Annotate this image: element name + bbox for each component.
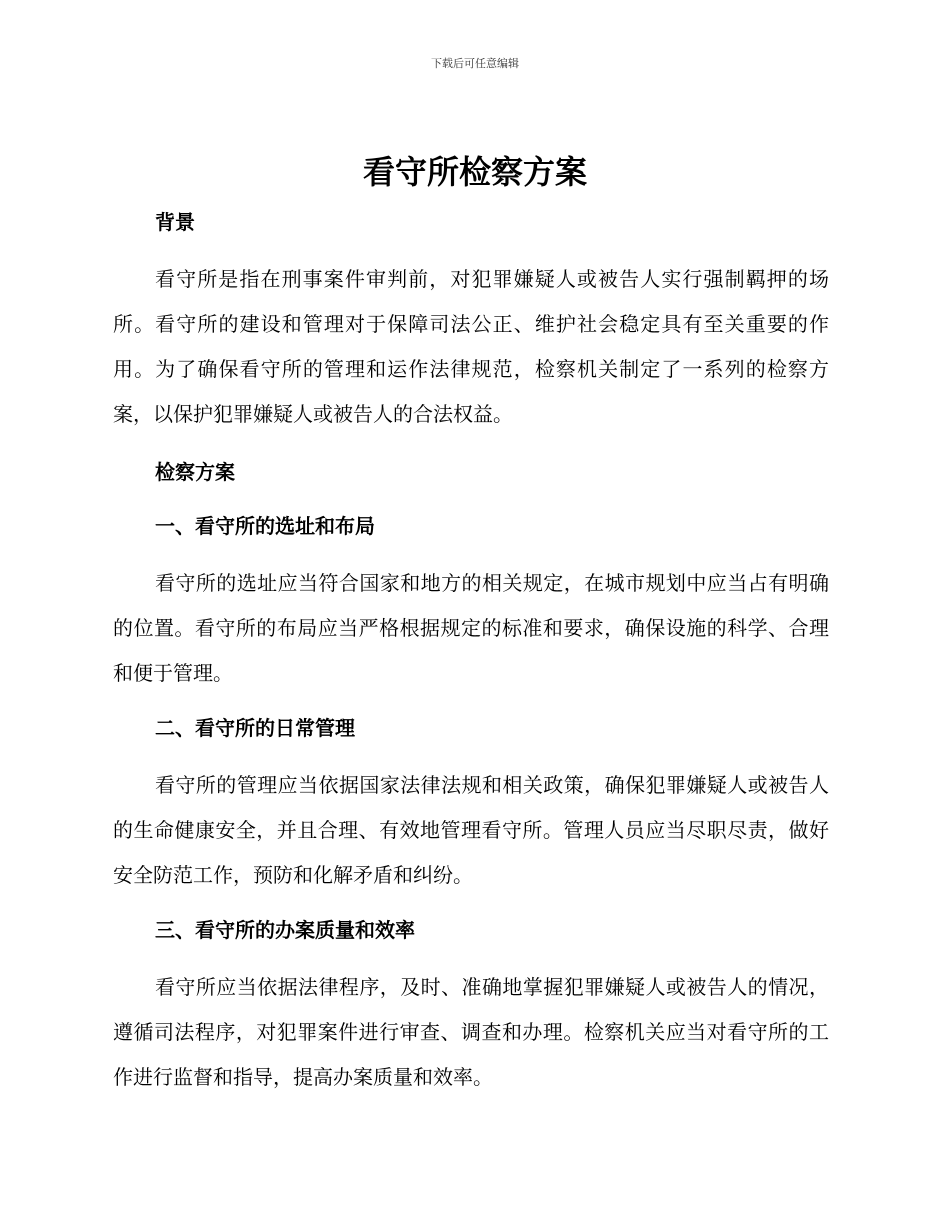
paragraph-background: 看守所是指在刑事案件审判前，对犯罪嫌疑人或被告人实行强制羁押的场所。看守所的建设和管理对于保障司法公正、维护社会稳定具有至关重要的作用。为了确保看守所的管理和运作法律规范，检察机关制定了一系列的检察方案，以保护犯罪嫌疑人或被告人的合法权益。 [113, 267, 829, 426]
paragraph-2: 看守所的管理应当依据国家法律法规和相关政策，确保犯罪嫌疑人或被告人的生命健康安全，并且合理、有效地管理看守所。管理人员应当尽职尽责，做好安全防范工作，预防和化解矛盾和纠纷。 [113, 773, 829, 887]
document-title: 看守所检察方案 [362, 153, 587, 191]
header-note: 下载后可任意编辑 [431, 57, 519, 70]
section-heading-3: 三、看守所的办案质量和效率 [155, 918, 415, 942]
section-heading-1: 一、看守所的选址和布局 [155, 514, 375, 538]
paragraph-3: 看守所应当依据法律程序，及时、准确地掌握犯罪嫌疑人或被告人的情况，遵循司法程序，对犯罪案件进行审查、调查和办理。检察机关应当对看守所的工作进行监督和指导，提高办案质量和效率。 [113, 975, 829, 1089]
section-heading-plan: 检察方案 [155, 460, 235, 484]
section-heading-2: 二、看守所的日常管理 [155, 716, 355, 740]
section-heading-background: 背景 [155, 210, 195, 234]
paragraph-1: 看守所的选址应当符合国家和地方的相关规定，在城市规划中应当占有明确的位置。看守所的布局应当严格根据规定的标准和要求，确保设施的科学、合理和便于管理。 [113, 571, 829, 685]
document-body [113, 200, 829, 1100]
